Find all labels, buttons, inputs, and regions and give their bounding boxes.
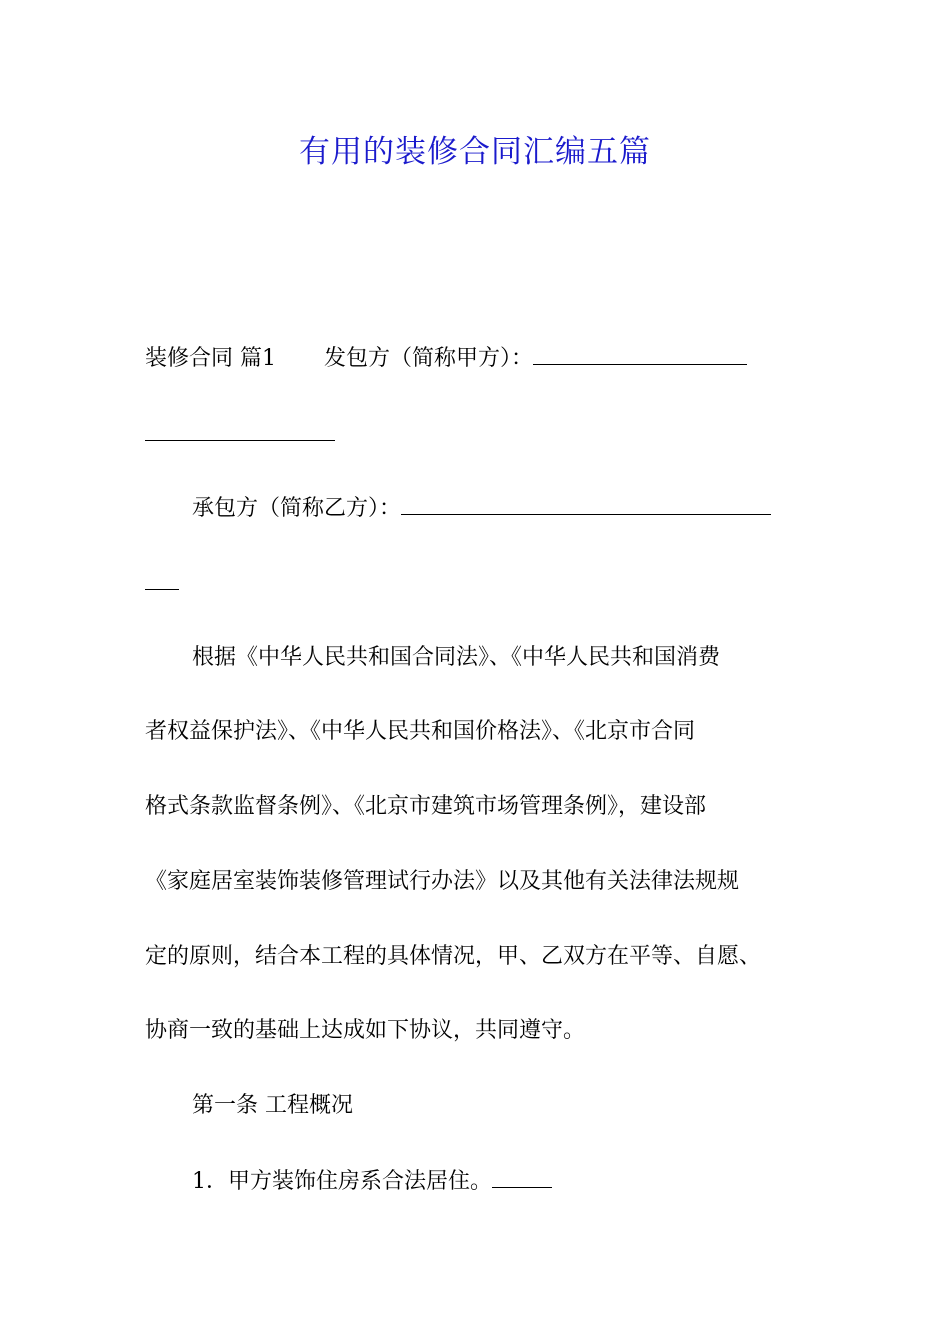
party-a-blank[interactable] [533, 338, 747, 365]
party-b-blank[interactable] [401, 488, 771, 515]
intro-paragraph-line: 《家庭居室装饰装修管理试行办法》以及其他有关法律法规规 [145, 869, 740, 894]
intro-paragraph-line: 协商一致的基础上达成如下协议，共同遵守。 [145, 1018, 586, 1043]
section-label: 装修合同 篇1 [145, 346, 276, 371]
party-a-label: 发包方（简称甲方）： [324, 346, 534, 371]
article-1-item-1-line [192, 1161, 882, 1202]
contract-header-line [145, 338, 835, 379]
party-b-line [192, 488, 882, 529]
article-1-item-1: 1．甲方装饰住房系合法居住。 [192, 1169, 492, 1194]
intro-paragraph-line: 格式条款监督条例》、《北京市建筑市场管理条例》，建设部 [145, 794, 707, 819]
party-a-blank-continued [145, 414, 835, 455]
intro-paragraph-line: 定的原则，结合本工程的具体情况，甲、乙双方在平等、自愿、 [145, 944, 762, 969]
item-1-blank[interactable] [492, 1161, 552, 1188]
party-b-blank-2[interactable] [145, 563, 179, 590]
intro-paragraph-line: 者权益保护法》、《中华人民共和国价格法》、《北京市合同 [145, 719, 696, 744]
article-1-heading: 第一条 工程概况 [192, 1093, 353, 1118]
document-title: 有用的装修合同汇编五篇 [299, 134, 651, 170]
party-b-blank-continued [145, 563, 835, 604]
intro-paragraph-line: 根据《中华人民共和国合同法》、《中华人民共和国消费 [192, 645, 721, 670]
party-b-label: 承包方（简称乙方）： [192, 496, 402, 521]
party-a-blank-2[interactable] [145, 414, 335, 441]
